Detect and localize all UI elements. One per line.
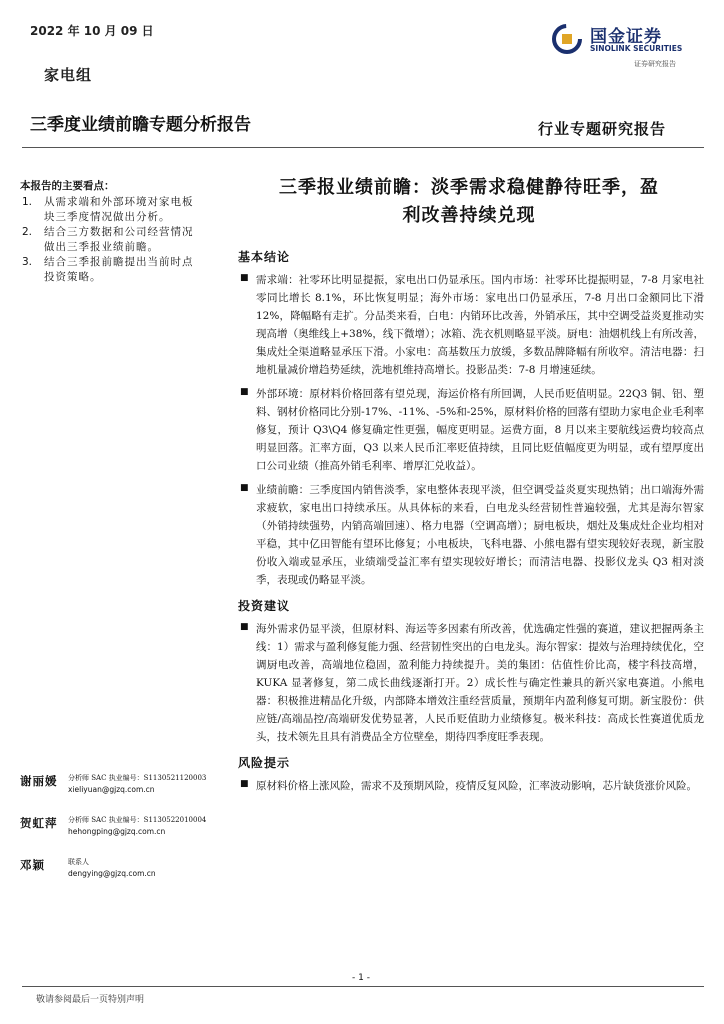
analyst-email[interactable]: hehongping@gjzq.com.cn — [68, 827, 166, 836]
key-point-item — [20, 255, 210, 285]
key-point-item — [20, 225, 210, 255]
main-title-line: 利改善持续兑现 — [402, 205, 536, 226]
footer-divider — [22, 986, 704, 987]
section-heading-basic: 基本结论 — [238, 250, 291, 264]
analyst-cert: 分析师 SAC 执业编号：S1130522010004 — [68, 816, 207, 824]
key-point-text: 结合三季报前瞻提出当前时点投资策略。 — [44, 256, 194, 283]
key-point-text: 从需求端和外部环境对家电板块三季度情况做出分析。 — [44, 196, 194, 223]
analyst-entry — [20, 771, 235, 808]
sinolink-logo-icon — [552, 24, 582, 54]
square-bullet-icon: ■ — [240, 273, 249, 283]
main-title — [234, 174, 704, 230]
report-type: 行业专题研究报告 — [538, 120, 667, 138]
key-point-number: 3. — [22, 256, 33, 268]
invest-bullet — [234, 620, 704, 746]
analyst-cert: 分析师 SAC 执业编号：S1130521120003 — [68, 774, 207, 782]
conclusion-bullet — [234, 271, 704, 379]
key-point-text: 结合三方数据和公司经营情况做出三季报业绩前瞻。 — [44, 226, 194, 253]
square-bullet-icon: ■ — [240, 779, 249, 789]
report-tagline: 证券研究报告 — [634, 60, 676, 68]
key-point-item — [20, 195, 210, 225]
report-date: 2022 年 10 月 09 日 — [30, 24, 154, 38]
key-points-title: 本报告的主要看点： — [20, 180, 115, 192]
bullet-text: 业绩前瞻：三季度国内销售淡季，家电整体表现平淡，但空调受益炎夏实现热销；出口端海外需求疲软，家电出口持续承压。从具体标的来看，白电龙头经营韧性普遍较强，尤其是海尔智家（外销持续强势，内销高端回速）、格力电器（空调高增）；厨电板块，烟灶及集成灶企业均相对平稳，其中亿田智能有望环比修复；小电板块，飞科电器、小熊电器有望实现较好表现，新宝股份收入端或显承压，业绩端受益汇率有望实现较好增长；而清洁电器、投影仪龙头 Q3 相对淡季，表现或仍略显平淡。 — [256, 484, 704, 586]
disclaimer-link[interactable]: 敬请参阅最后一页特别声明 — [36, 995, 145, 1005]
risk-bullet — [234, 777, 704, 795]
section-heading-invest: 投资建议 — [238, 599, 291, 613]
header-divider — [22, 147, 704, 148]
square-bullet-icon: ■ — [240, 483, 249, 493]
report-title: 三季度业绩前瞻专题分析报告 — [30, 115, 251, 135]
analyst-entry — [20, 813, 235, 850]
key-points-sidebar — [20, 178, 210, 285]
brand-name-en: SINOLINK SECURITIES — [590, 44, 683, 53]
key-point-number: 1. — [22, 196, 33, 208]
analyst-name: 邓颖 — [20, 858, 45, 872]
analyst-email[interactable]: xieliyuan@gjzq.com.cn — [68, 785, 155, 794]
analyst-name: 贺虹萍 — [20, 816, 58, 830]
analyst-cert: 联系人 — [68, 858, 89, 866]
bullet-text: 海外需求仍显平淡，但原材料、海运等多因素有所改善，优选确定性强的赛道，建议把握两条主线：1）需求与盈利修复能力强、经营韧性突出的白电龙头。海尔智家：提效与治理持续优化，空调厨电改善，高端地位稳固，盈利能力持续提升。美的集团：估值性价比高，楼宇科技高增，KUKA 显著修复，第二成长曲线逐渐打开。2）成长性与确定性兼具的新兴家电赛道。小熊电器：积极推进精品化升级，内部降本增效注重经营质量，预期年内盈利修复可期。新宝股份：供应链/高端品控/高端研发优势显著，人民币贬值助力业绩修复。极米科技：高成长性赛道优质龙头，技术领先且具有消费品全方位壁垒，期待四季度旺季表现。 — [256, 623, 704, 743]
analyst-entry — [20, 855, 235, 892]
brand-logo — [552, 22, 702, 58]
analyst-list — [20, 771, 235, 897]
sector-label: 家电组 — [44, 66, 93, 84]
bullet-text: 需求端：社零环比明显提振，家电出口仍显承压。国内市场：社零环比提振明显，7-8 月家电社零同比增长 8.1%，环比恢复明显；海外市场：家电出口仍显承压，7-8 月出口金额同比下滑 12%，降幅略有走扩。分品类来看，白电：内销环比改善，外销承压，其中空调受益炎夏推动实现高增（奥维线上+38%，线下微增）；冰箱、洗衣机则略显平淡。厨电：油烟机线上有所改善，集成灶全渠道略显承压下滑。小家电：高基数压力放缓，多数品牌降幅有所收窄。清洁电器：扫地机量减价增趋势延续，洗地机维持高增长。投影品类：7-8 月增速延续。 — [256, 274, 704, 376]
main-title-line: 三季报业绩前瞻：淡季需求稳健静待旺季，盈 — [279, 177, 659, 198]
square-bullet-icon: ■ — [240, 622, 249, 632]
analyst-name: 谢丽媛 — [20, 774, 58, 788]
conclusion-bullet — [234, 385, 704, 475]
conclusion-bullet — [234, 481, 704, 589]
bullet-text: 原材料价格上涨风险，需求不及预期风险，疫情反复风险，汇率波动影响，芯片缺货涨价风险。 — [256, 780, 697, 792]
page-number: - 1 - — [352, 973, 370, 983]
brand-name-cn: 国金证券 — [590, 27, 662, 47]
section-heading-risk: 风险提示 — [238, 756, 291, 770]
main-content — [234, 174, 704, 801]
bullet-text: 外部环境：原材料价格回落有望兑现，海运价格有所回调，人民币贬值明显。22Q3 铜、铝、塑料、钢材价格同比分别-17%、-11%、-5%和-25%，原材料价格的回落有望助力家电企业毛利率修复，预计 Q3\Q4 修复确定性更强，幅度更明显。运费方面，8 月以来主要航线运费均较高点明显回落。汇率方面，Q3 以来人民币汇率贬值持续，且同比贬值幅度更为明显，或有望厚度出口公司业绩（推高外销毛利率、增厚汇兑收益）。 — [256, 388, 704, 472]
analyst-email[interactable]: dengying@gjzq.com.cn — [68, 869, 156, 878]
key-point-number: 2. — [22, 226, 33, 238]
square-bullet-icon: ■ — [240, 387, 249, 397]
